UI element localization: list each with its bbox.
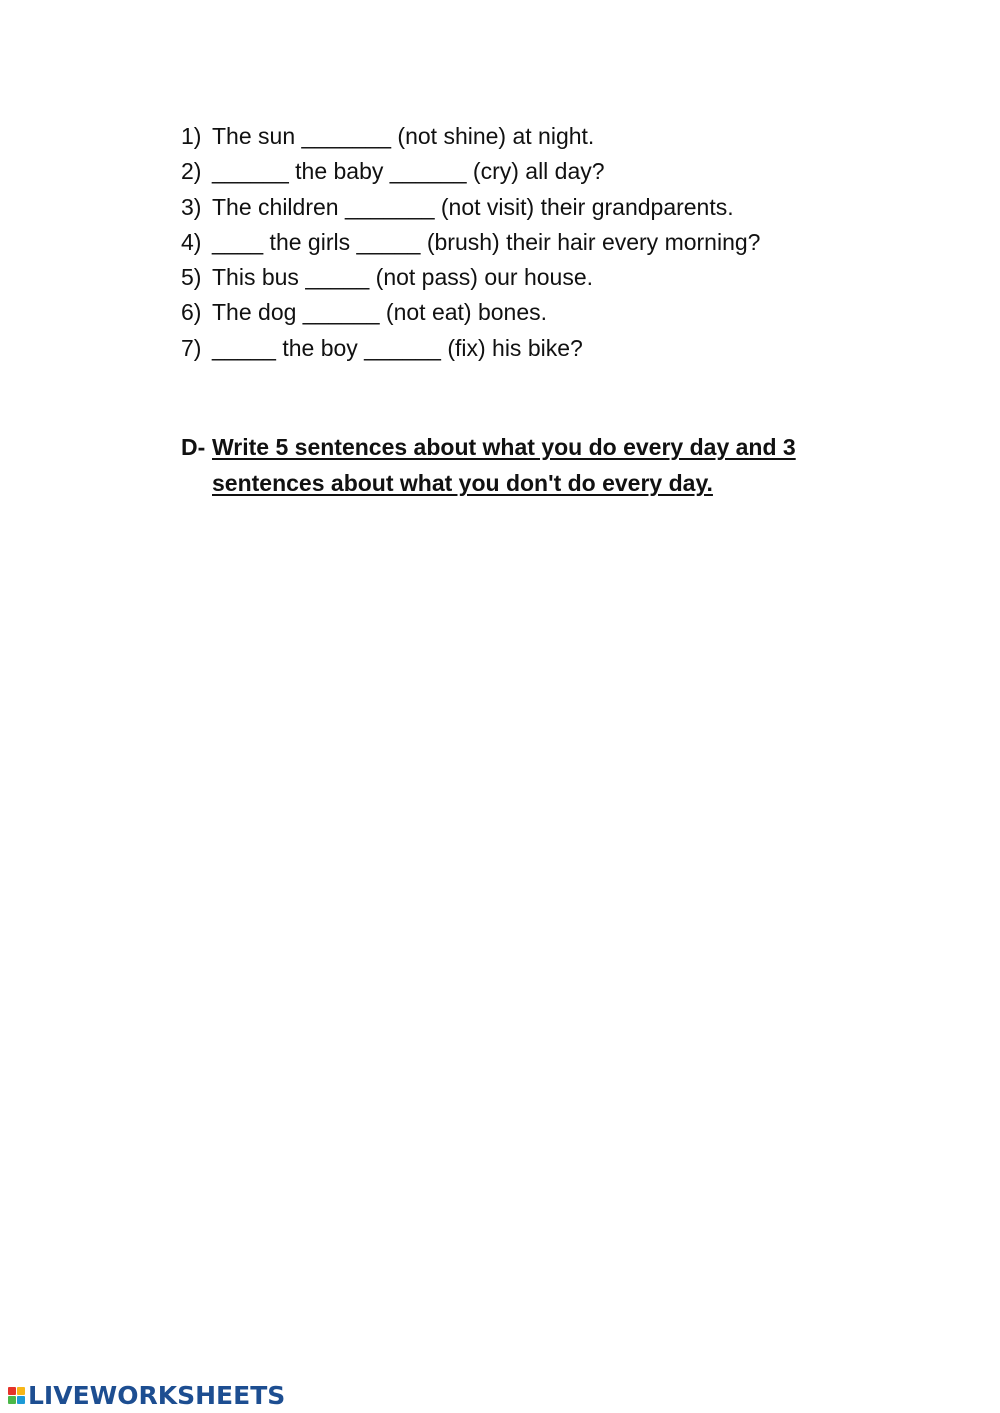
- item-sentence: ____ the girls _____ (brush) their hair every morning?: [212, 228, 761, 255]
- exercise-item: [181, 225, 760, 260]
- section-letter: D-: [181, 434, 206, 460]
- logo-square-blue: [17, 1396, 25, 1404]
- exercise-item: [181, 331, 760, 366]
- item-number: 3): [181, 193, 202, 220]
- exercise-item: [181, 190, 760, 225]
- exercise-item: [181, 295, 760, 330]
- item-sentence: This bus _____ (not pass) our house.: [212, 264, 594, 291]
- item-number: 2): [181, 158, 202, 185]
- item-number: 1): [181, 123, 202, 149]
- section-d-heading: [181, 429, 827, 501]
- item-number: 4): [181, 228, 202, 255]
- liveworksheets-logo-icon: [8, 1387, 25, 1404]
- logo-wordmark: LIVEWORKSHEETS: [28, 1380, 286, 1410]
- liveworksheets-logo: [8, 1380, 285, 1410]
- item-sentence: The sun _______ (not shine) at night.: [212, 123, 595, 149]
- item-number: 7): [181, 334, 202, 361]
- logo-square-green: [8, 1396, 16, 1404]
- item-number: 5): [181, 264, 202, 291]
- item-sentence: _____ the boy ______ (fix) his bike?: [212, 334, 583, 361]
- item-number: 6): [181, 299, 202, 326]
- exercise-item: [181, 260, 760, 295]
- exercise-item: [181, 154, 760, 189]
- logo-square-yellow: [17, 1387, 25, 1395]
- exercise-item: [181, 119, 760, 154]
- section-instruction: Write 5 sentences about what you do every day and 3 sentences about what you don't do every day.: [212, 434, 796, 496]
- exercise-list: [181, 119, 760, 366]
- item-sentence: The dog ______ (not eat) bones.: [212, 299, 548, 326]
- logo-square-red: [8, 1387, 16, 1395]
- item-sentence: ______ the baby ______ (cry) all day?: [212, 158, 605, 185]
- item-sentence: The children _______ (not visit) their grandparents.: [212, 193, 734, 220]
